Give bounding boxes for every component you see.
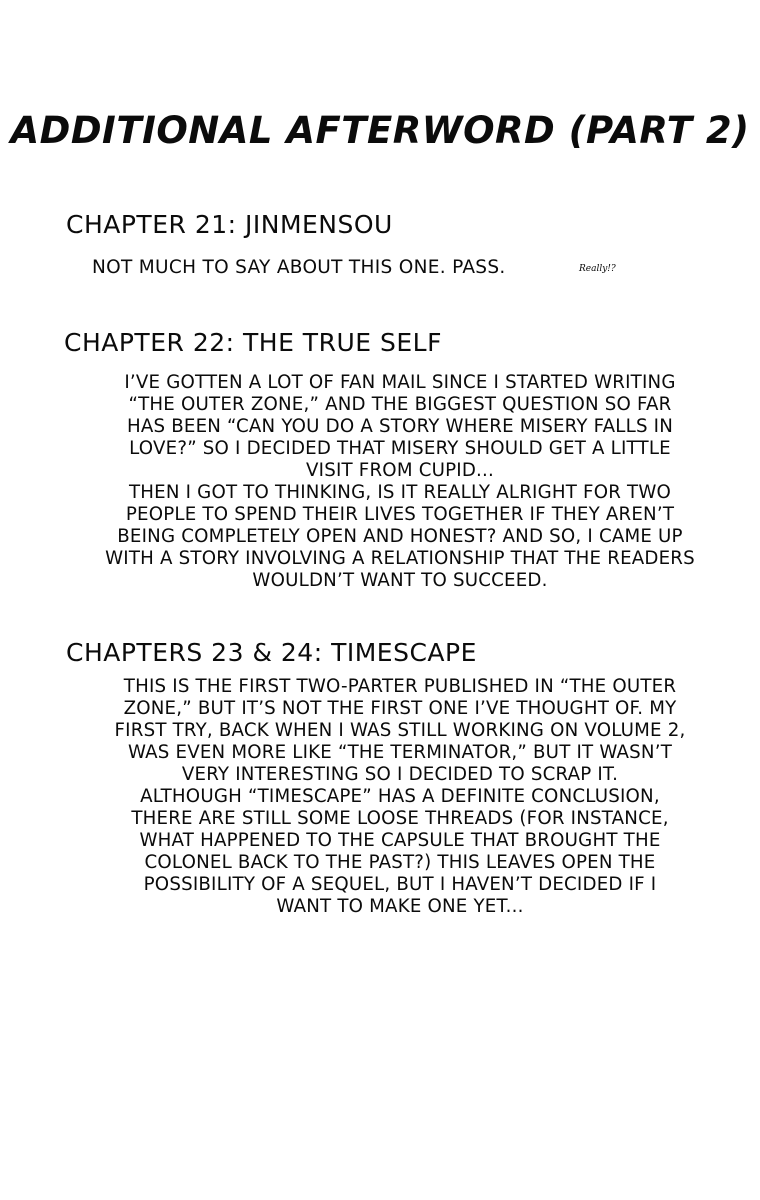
chapter-21-text: NOT MUCH TO SAY ABOUT THIS ONE. PASS. [92,257,506,278]
text-line: COLONEL BACK TO THE PAST?) THIS LEAVES OPEN THE [144,852,656,873]
text-line: VISIT FROM CUPID... [306,460,494,481]
text-line: POSSIBILITY OF A SEQUEL, BUT I HAVEN’T DECIDED IF I [143,874,657,895]
chapters-23-24-heading: CHAPTERS 23 & 24: TIMESCAPE [66,638,477,667]
text-line: I’VE GOTTEN A LOT OF FAN MAIL SINCE I STARTED WRITING [124,372,676,393]
text-line: WHAT HAPPENED TO THE CAPSULE THAT BROUGHT THE [139,830,661,851]
text-line: THERE ARE STILL SOME LOOSE THREADS (FOR INSTANCE, [131,808,669,829]
page-title: ADDITIONAL AFTERWORD (PART 2) [10,109,750,152]
text-line: BEING COMPLETELY OPEN AND HONEST? AND SO, I CAME UP [117,526,683,547]
text-line: PEOPLE TO SPEND THEIR LIVES TOGETHER IF THEY AREN’T [125,504,675,525]
text-line: WOULDN’T WANT TO SUCCEED. [252,570,548,591]
text-line: FIRST TRY, BACK WHEN I WAS STILL WORKING ON VOLUME 2, [114,720,686,741]
chapter-22-paragraph [40,372,760,592]
text-line: ALTHOUGH “TIMESCAPE” HAS A DEFINITE CONCLUSION, [140,786,660,807]
chapter-21-heading: CHAPTER 21: JINMENSOU [66,210,393,239]
text-line: HAS BEEN “CAN YOU DO A STORY WHERE MISERY FALLS IN [126,416,674,437]
chapter-21-aside-note: Really!? [579,264,616,274]
text-line: WANT TO MAKE ONE YET... [276,896,524,917]
text-line: ZONE,” BUT IT’S NOT THE FIRST ONE I’VE THOUGHT OF. MY [123,698,677,719]
text-line: WAS EVEN MORE LIKE “THE TERMINATOR,” BUT IT WASN’T [127,742,673,763]
text-line: THEN I GOT TO THINKING, IS IT REALLY ALRIGHT FOR TWO [128,482,672,503]
text-line: THIS IS THE FIRST TWO-PARTER PUBLISHED IN “THE OUTER [123,676,677,697]
text-line: WITH A STORY INVOLVING A RELATIONSHIP THAT THE READERS [105,548,695,569]
chapters-23-24-paragraph [40,676,760,918]
chapter-22-heading: CHAPTER 22: THE TRUE SELF [64,328,442,357]
text-line: “THE OUTER ZONE,” AND THE BIGGEST QUESTION SO FAR [128,394,672,415]
text-line: VERY INTERESTING SO I DECIDED TO SCRAP IT. [181,764,619,785]
text-line: LOVE?” SO I DECIDED THAT MISERY SHOULD GET A LITTLE [129,438,671,459]
